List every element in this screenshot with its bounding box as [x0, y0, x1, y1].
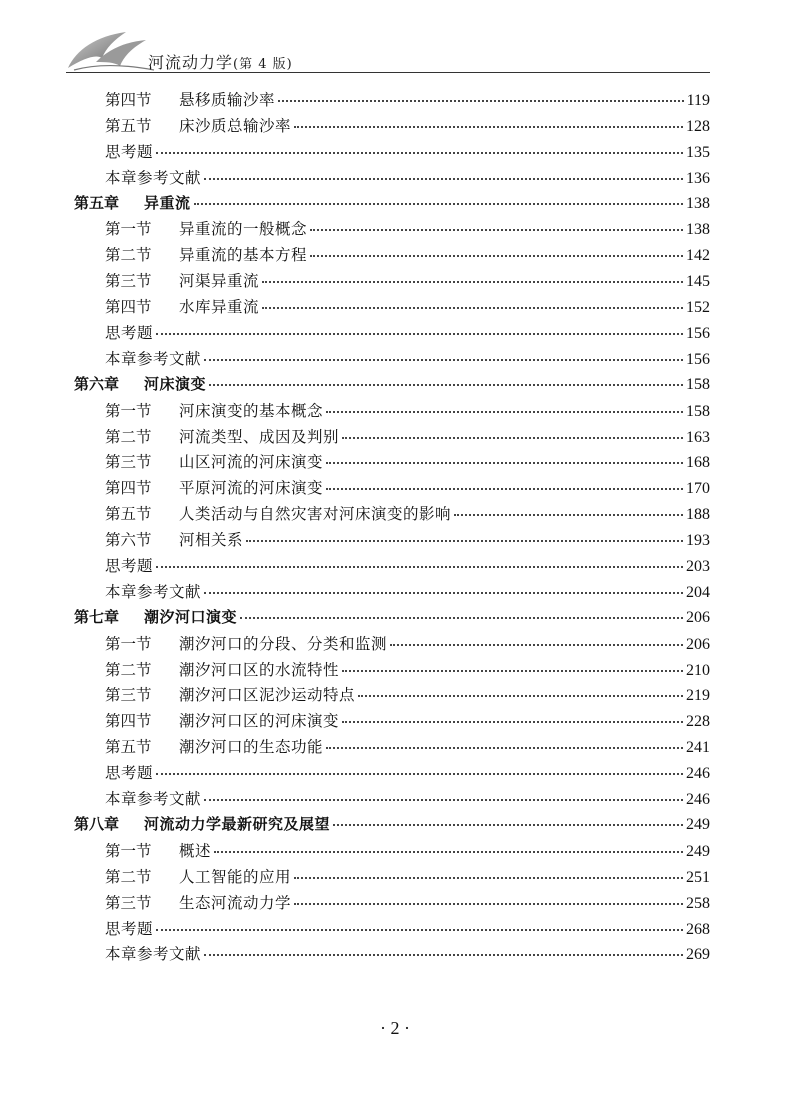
- toc-entry-title: 人类活动与自然灾害对河床演变的影响: [179, 505, 452, 524]
- toc-entry-title: 本章参考文献: [105, 582, 202, 601]
- toc-entry-page: 156: [686, 350, 710, 368]
- toc-entry-label: [74, 373, 206, 394]
- toc-entry-page: 268: [686, 920, 710, 938]
- toc-section-entry[interactable]: [74, 269, 710, 295]
- toc-entry-title: 潮汐河口区的河床演变: [179, 712, 340, 731]
- toc-entry-title: 本章参考文献: [105, 945, 202, 964]
- toc-entry-label: [105, 425, 339, 447]
- toc-entry-title: 思考题: [105, 324, 154, 343]
- toc-entry-label: [105, 709, 339, 731]
- toc-section-entry[interactable]: [74, 502, 710, 528]
- toc-entry-label: [74, 813, 330, 834]
- toc-entry-title: 潮汐河口的生态功能: [179, 738, 324, 757]
- dot-leader: [246, 540, 683, 542]
- toc-entry-label: [105, 476, 323, 498]
- toc-entry-title: 异重流的一般概念: [179, 220, 308, 239]
- toc-entry-page: 168: [686, 454, 710, 472]
- toc-entry-title: 河床演变的基本概念: [179, 401, 324, 420]
- toc-entry-page: 119: [686, 92, 710, 109]
- toc-entry-page: 145: [686, 273, 710, 291]
- toc-entry-page: 188: [686, 506, 710, 524]
- toc-entry-title: 本章参考文献: [105, 168, 202, 187]
- toc-entry-title: 平原河流的河床演变: [179, 479, 324, 498]
- toc-entry-page: 249: [686, 815, 710, 833]
- dot-leader: [278, 100, 684, 102]
- toc-entry-number: 第二节: [105, 660, 152, 679]
- toc-entry-page: 158: [686, 375, 710, 393]
- toc-entry-title: 生态河流动力学: [179, 893, 292, 912]
- toc-entry-page: 269: [686, 946, 710, 964]
- toc-section-entry[interactable]: [74, 839, 710, 865]
- dot-leader: [262, 307, 683, 309]
- toc-entry-number: 第五节: [105, 116, 152, 135]
- toc-entry-number: 第三节: [105, 272, 152, 291]
- toc-entry-title: 潮汐河口的分段、分类和监测: [179, 634, 388, 653]
- dot-leader: [156, 929, 683, 931]
- toc-entry-title: 河流动力学最新研究及展望: [144, 814, 331, 833]
- toc-entry-page: 228: [686, 713, 710, 731]
- toc-extra-entry[interactable]: [74, 321, 710, 347]
- toc-entry-page: 246: [686, 765, 710, 783]
- toc-extra-entry[interactable]: [74, 761, 710, 787]
- toc-entry-number: 第八章: [74, 814, 120, 833]
- toc-section-entry[interactable]: [74, 243, 710, 269]
- toc-entry-label: [105, 658, 339, 680]
- toc-section-entry[interactable]: [74, 658, 710, 684]
- dot-leader: [326, 411, 683, 413]
- toc-entry-number: 第二节: [105, 246, 152, 265]
- dot-leader: [156, 152, 683, 154]
- dot-leader: [294, 126, 683, 128]
- toc-entry-page: 241: [686, 739, 710, 757]
- toc-entry-title: 思考题: [105, 919, 154, 938]
- toc-entry-label: [74, 192, 191, 213]
- toc-entry-number: 第三节: [105, 893, 152, 912]
- toc-section-entry[interactable]: [74, 114, 710, 140]
- toc-extra-entry[interactable]: [74, 166, 710, 192]
- header-rule: [66, 72, 710, 73]
- toc-entry-title: 潮汐河口区泥沙运动特点: [179, 686, 356, 705]
- toc-entry-page: 251: [686, 868, 710, 886]
- toc-entry-label: [105, 166, 201, 188]
- toc-section-entry[interactable]: [74, 295, 710, 321]
- toc-entry-title: 床沙质总输沙率: [179, 116, 292, 135]
- toc-entry-page: 170: [686, 480, 710, 498]
- toc-entry-number: 第四节: [105, 479, 152, 498]
- toc-entry-title: 山区河流的河床演变: [179, 453, 324, 472]
- toc-section-entry[interactable]: [74, 88, 710, 114]
- toc-entry-title: 思考题: [105, 764, 154, 783]
- toc-entry-number: 第一节: [105, 634, 152, 653]
- toc-entry-page: 128: [686, 117, 710, 135]
- toc-entry-title: 河流类型、成因及判别: [179, 427, 340, 446]
- toc-section-entry[interactable]: [74, 735, 710, 761]
- toc-chapter-entry[interactable]: [74, 813, 710, 839]
- toc-section-entry[interactable]: [74, 476, 710, 502]
- dot-leader: [204, 592, 683, 594]
- toc-extra-entry[interactable]: [74, 554, 710, 580]
- toc-entry-label: [105, 787, 201, 809]
- dot-leader: [204, 954, 683, 956]
- toc-entry-label: [105, 683, 355, 705]
- dot-leader: [156, 566, 683, 568]
- toc-entry-number: 第四节: [105, 298, 152, 317]
- toc-entry-page: 163: [686, 428, 710, 446]
- toc-entry-label: [105, 114, 291, 136]
- toc-entry-page: 219: [686, 687, 710, 705]
- toc-entry-label: [105, 321, 153, 343]
- toc-entry-page: 156: [686, 325, 710, 343]
- toc-entry-label: [105, 295, 259, 317]
- toc-section-entry[interactable]: [74, 709, 710, 735]
- dot-leader: [390, 644, 683, 646]
- dot-leader: [358, 695, 683, 697]
- toc-entry-number: 第一节: [105, 841, 152, 860]
- toc-entry-label: [105, 580, 201, 602]
- toc-entry-page: 135: [686, 143, 710, 161]
- dot-leader: [214, 851, 683, 853]
- toc-section-entry[interactable]: [74, 891, 710, 917]
- toc-section-entry[interactable]: [74, 683, 710, 709]
- dot-leader: [310, 229, 683, 231]
- toc-entry-label: [105, 917, 153, 939]
- table-of-contents: [74, 88, 710, 968]
- toc-entry-title: 潮汐河口区的水流特性: [179, 660, 340, 679]
- header-title: 河流动力学(第 4 版): [148, 53, 293, 72]
- toc-entry-number: 第六节: [105, 531, 152, 550]
- dot-leader: [156, 773, 683, 775]
- toc-extra-entry[interactable]: [74, 787, 710, 813]
- dot-leader: [156, 333, 683, 335]
- dot-leader: [342, 670, 683, 672]
- toc-section-entry[interactable]: [74, 865, 710, 891]
- toc-entry-title: 异重流的基本方程: [179, 246, 308, 265]
- book-logo-icon: [66, 28, 158, 72]
- toc-section-entry[interactable]: [74, 399, 710, 425]
- toc-entry-page: 206: [686, 608, 710, 626]
- toc-entry-label: [105, 942, 201, 964]
- toc-extra-entry[interactable]: [74, 917, 710, 943]
- dot-leader: [262, 281, 683, 283]
- dot-leader: [310, 255, 683, 257]
- toc-chapter-entry[interactable]: [74, 606, 710, 632]
- toc-extra-entry[interactable]: [74, 140, 710, 166]
- toc-entry-page: 158: [686, 402, 710, 420]
- toc-chapter-entry[interactable]: [74, 373, 710, 399]
- toc-entry-page: 246: [686, 791, 710, 809]
- toc-section-entry[interactable]: [74, 528, 710, 554]
- toc-entry-number: 第四节: [105, 712, 152, 731]
- toc-extra-entry[interactable]: [74, 347, 710, 373]
- dot-leader: [326, 462, 683, 464]
- toc-section-entry[interactable]: [74, 425, 710, 451]
- dot-leader: [342, 437, 683, 439]
- toc-entry-number: 第五章: [74, 193, 120, 212]
- toc-section-entry[interactable]: [74, 217, 710, 243]
- toc-entry-page: 193: [686, 532, 710, 550]
- dot-leader: [294, 877, 683, 879]
- toc-entry-number: 第一节: [105, 401, 152, 420]
- dot-leader: [204, 799, 683, 801]
- toc-entry-page: 136: [686, 169, 710, 187]
- toc-extra-entry[interactable]: [74, 580, 710, 606]
- dot-leader: [194, 203, 683, 205]
- toc-entry-label: [105, 891, 291, 913]
- toc-entry-title: 思考题: [105, 142, 154, 161]
- toc-entry-label: [105, 450, 323, 472]
- toc-entry-page: 206: [686, 635, 710, 653]
- running-header: [66, 28, 710, 74]
- toc-entry-title: 河渠异重流: [179, 272, 260, 291]
- toc-entry-title: 悬移质输沙率: [179, 91, 276, 109]
- toc-entry-number: 第五节: [105, 738, 152, 757]
- dot-leader: [454, 514, 683, 516]
- toc-entry-title: 人工智能的应用: [179, 867, 292, 886]
- toc-entry-label: [105, 269, 259, 291]
- toc-entry-page: 203: [686, 558, 710, 576]
- dot-leader: [204, 359, 683, 361]
- toc-entry-number: 第五节: [105, 505, 152, 524]
- toc-entry-label: [105, 735, 323, 757]
- toc-entry-title: 本章参考文献: [105, 349, 202, 368]
- dot-leader: [326, 488, 683, 490]
- toc-entry-number: 第二节: [105, 867, 152, 886]
- dot-leader: [209, 384, 683, 386]
- toc-entry-label: [105, 243, 307, 265]
- toc-entry-number: 第四节: [105, 91, 152, 109]
- toc-extra-entry[interactable]: [74, 942, 710, 968]
- toc-entry-title: 水库异重流: [179, 298, 260, 317]
- toc-entry-label: [105, 554, 153, 576]
- toc-entry-number: 第七章: [74, 607, 120, 626]
- toc-entry-label: [105, 761, 153, 783]
- toc-entry-label: [74, 606, 237, 627]
- dot-leader: [342, 721, 683, 723]
- toc-entry-title: 本章参考文献: [105, 790, 202, 809]
- toc-entry-page: 138: [686, 194, 710, 212]
- toc-entry-label: [105, 88, 275, 110]
- toc-entry-page: 138: [686, 221, 710, 239]
- toc-entry-page: 142: [686, 247, 710, 265]
- toc-chapter-entry[interactable]: [74, 192, 710, 218]
- toc-entry-title: 概述: [179, 841, 212, 860]
- toc-entry-number: 第二节: [105, 427, 152, 446]
- toc-entry-label: [105, 347, 201, 369]
- toc-entry-number: 第一节: [105, 220, 152, 239]
- toc-entry-page: 249: [686, 842, 710, 860]
- toc-entry-number: 第三节: [105, 686, 152, 705]
- page-number: · 2 ·: [380, 1018, 410, 1038]
- toc-entry-title: 思考题: [105, 557, 154, 576]
- toc-entry-page: 258: [686, 894, 710, 912]
- toc-entry-title: 河床演变: [144, 374, 207, 393]
- toc-entry-label: [105, 839, 211, 861]
- toc-entry-title: 潮汐河口演变: [144, 607, 238, 626]
- toc-section-entry[interactable]: [74, 450, 710, 476]
- toc-entry-label: [105, 399, 323, 421]
- dot-leader: [294, 903, 683, 905]
- toc-entry-title: 异重流: [144, 193, 191, 212]
- dot-leader: [333, 824, 683, 826]
- toc-entry-label: [105, 528, 243, 550]
- toc-entry-label: [105, 140, 153, 162]
- dot-leader: [240, 617, 683, 619]
- toc-entry-label: [105, 632, 387, 654]
- toc-entry-page: 152: [686, 299, 710, 317]
- toc-entry-label: [105, 502, 451, 524]
- dot-leader: [326, 747, 683, 749]
- toc-entry-label: [105, 217, 307, 239]
- toc-entry-number: 第三节: [105, 453, 152, 472]
- toc-entry-page: 204: [686, 583, 710, 601]
- toc-entry-label: [105, 865, 291, 887]
- toc-section-entry[interactable]: [74, 632, 710, 658]
- toc-entry-page: 210: [686, 661, 710, 679]
- toc-entry-number: 第六章: [74, 374, 120, 393]
- dot-leader: [204, 178, 683, 180]
- toc-entry-title: 河相关系: [179, 531, 244, 550]
